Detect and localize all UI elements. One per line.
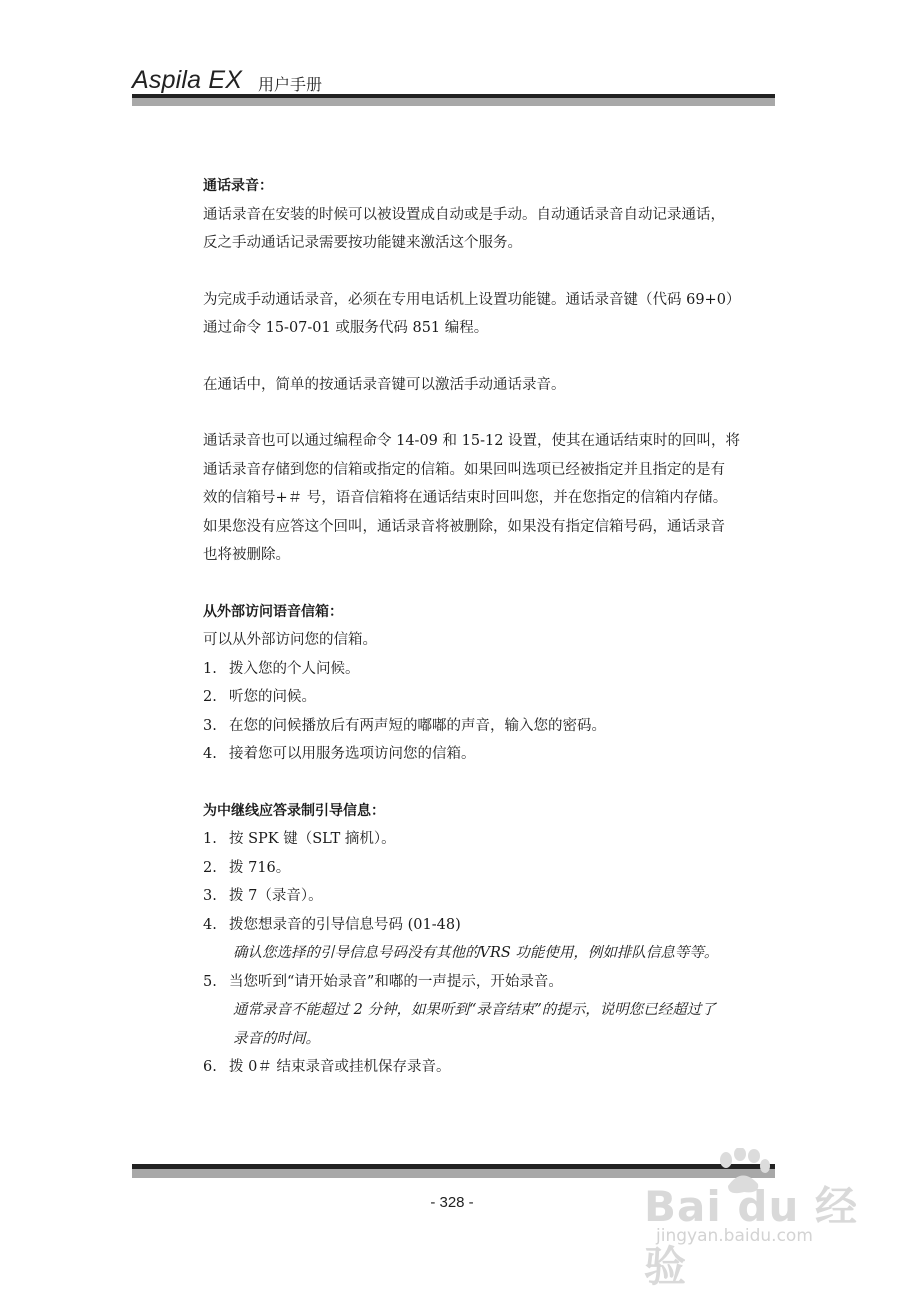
- page-header: [132, 64, 775, 108]
- list-number: 3.: [203, 717, 217, 734]
- paragraph-line: 通过命令 15-07-01 或服务代码 851 编程。: [203, 320, 489, 336]
- paragraph-line: 反之手动通话记录需要按功能键来激活这个服务。: [203, 235, 522, 251]
- list-text: 接着您可以用服务选项访问您的信箱。: [229, 746, 476, 762]
- manual-subtitle: 用户手册: [258, 75, 323, 94]
- list-number: 1.: [203, 831, 217, 847]
- list-item: [203, 740, 778, 769]
- paragraph-line: 通话录音也可以通过编程命令 14-09 和 15-12 设置，使其在通话结束时的回叫，将: [203, 433, 741, 449]
- paragraph-line: 为完成手动通话录音，必须在专用电话机上设置功能键。通话录音键（代码 69+0）: [203, 291, 741, 308]
- list-number: 5.: [203, 973, 217, 990]
- section-title: 为中继线应答录制引导信息：: [203, 802, 385, 819]
- list-text: 拨入您的个人问候。: [229, 660, 360, 677]
- list-text: 按 SPK 键（SLT 摘机）。: [229, 831, 396, 847]
- list-text: 拨 7（录音）。: [229, 888, 323, 904]
- list-text: 拨 716。: [229, 859, 291, 876]
- section-title: 通话录音：: [203, 178, 273, 194]
- section-title: 从外部访问语音信箱：: [203, 603, 343, 620]
- list-item: [203, 825, 778, 854]
- step-note: 通常录音不能超过 2 分钟，如果听到“录音结束”的提示，说明您已经超过了: [233, 1002, 716, 1018]
- paragraph-line: 通话录音在安装的时候可以被设置成自动或是手动。自动通话录音自动记录通话，: [203, 206, 725, 223]
- baidu-watermark: [640, 1146, 880, 1291]
- list-item: [203, 655, 778, 684]
- watermark-brand: Bai du 经验: [644, 1182, 858, 1291]
- list-item: [203, 1053, 778, 1082]
- list-number: 4.: [203, 916, 217, 933]
- list-item: [203, 683, 778, 712]
- list-item: [203, 882, 778, 911]
- step-note: 确认您选择的引导信息号码没有其他的VRS 功能使用，例如排队信息等等。: [233, 945, 719, 961]
- list-number: 2.: [203, 689, 217, 705]
- list-text: 拨 0＃ 结束录音或挂机保存录音。: [229, 1059, 451, 1075]
- list-number: 3.: [203, 888, 217, 904]
- list-item: [203, 854, 778, 883]
- list-number: 6.: [203, 1059, 217, 1075]
- page-number: - 328 -: [430, 1194, 474, 1211]
- list-text: 当您听到“请开始录音”和嘟的一声提示，开始录音。: [229, 973, 563, 990]
- list-item: [203, 712, 778, 741]
- list-number: 2.: [203, 859, 217, 876]
- paragraph-line: 也将被删除。: [203, 547, 290, 563]
- section-intro: 可以从外部访问您的信箱。: [203, 632, 377, 648]
- list-number: 1.: [203, 660, 217, 677]
- paragraph-line: 通话录音存储到您的信箱或指定的信箱。如果回叫选项已经被指定并且指定的是有: [203, 461, 725, 478]
- page-content: [203, 172, 778, 1082]
- paragraph-line: 如果您没有应答这个回叫，通话录音将被删除，如果没有指定信箱号码，通话录音: [203, 518, 725, 535]
- list-text: 在您的问候播放后有两声短的嘟嘟的声音，输入您的密码。: [229, 717, 606, 734]
- paragraph-line: 效的信箱号+＃ 号，语音信箱将在通话结束时回叫您，并在您指定的信箱内存储。: [203, 490, 728, 506]
- list-item: [203, 968, 778, 997]
- list-text: 听您的问候。: [229, 689, 316, 705]
- list-number: 4.: [203, 746, 217, 762]
- step-note: 录音的时间。: [233, 1030, 320, 1047]
- list-text: 拨您想录音的引导信息号码 (01-48): [229, 916, 461, 933]
- header-rule-shadow: [132, 98, 775, 106]
- brand-title: Aspila EX: [132, 66, 243, 94]
- list-item: [203, 911, 778, 940]
- paragraph-line: 在通话中，简单的按通话录音键可以激活手动通话录音。: [203, 376, 566, 393]
- watermark-url: jingyan.baidu.com: [656, 1226, 813, 1246]
